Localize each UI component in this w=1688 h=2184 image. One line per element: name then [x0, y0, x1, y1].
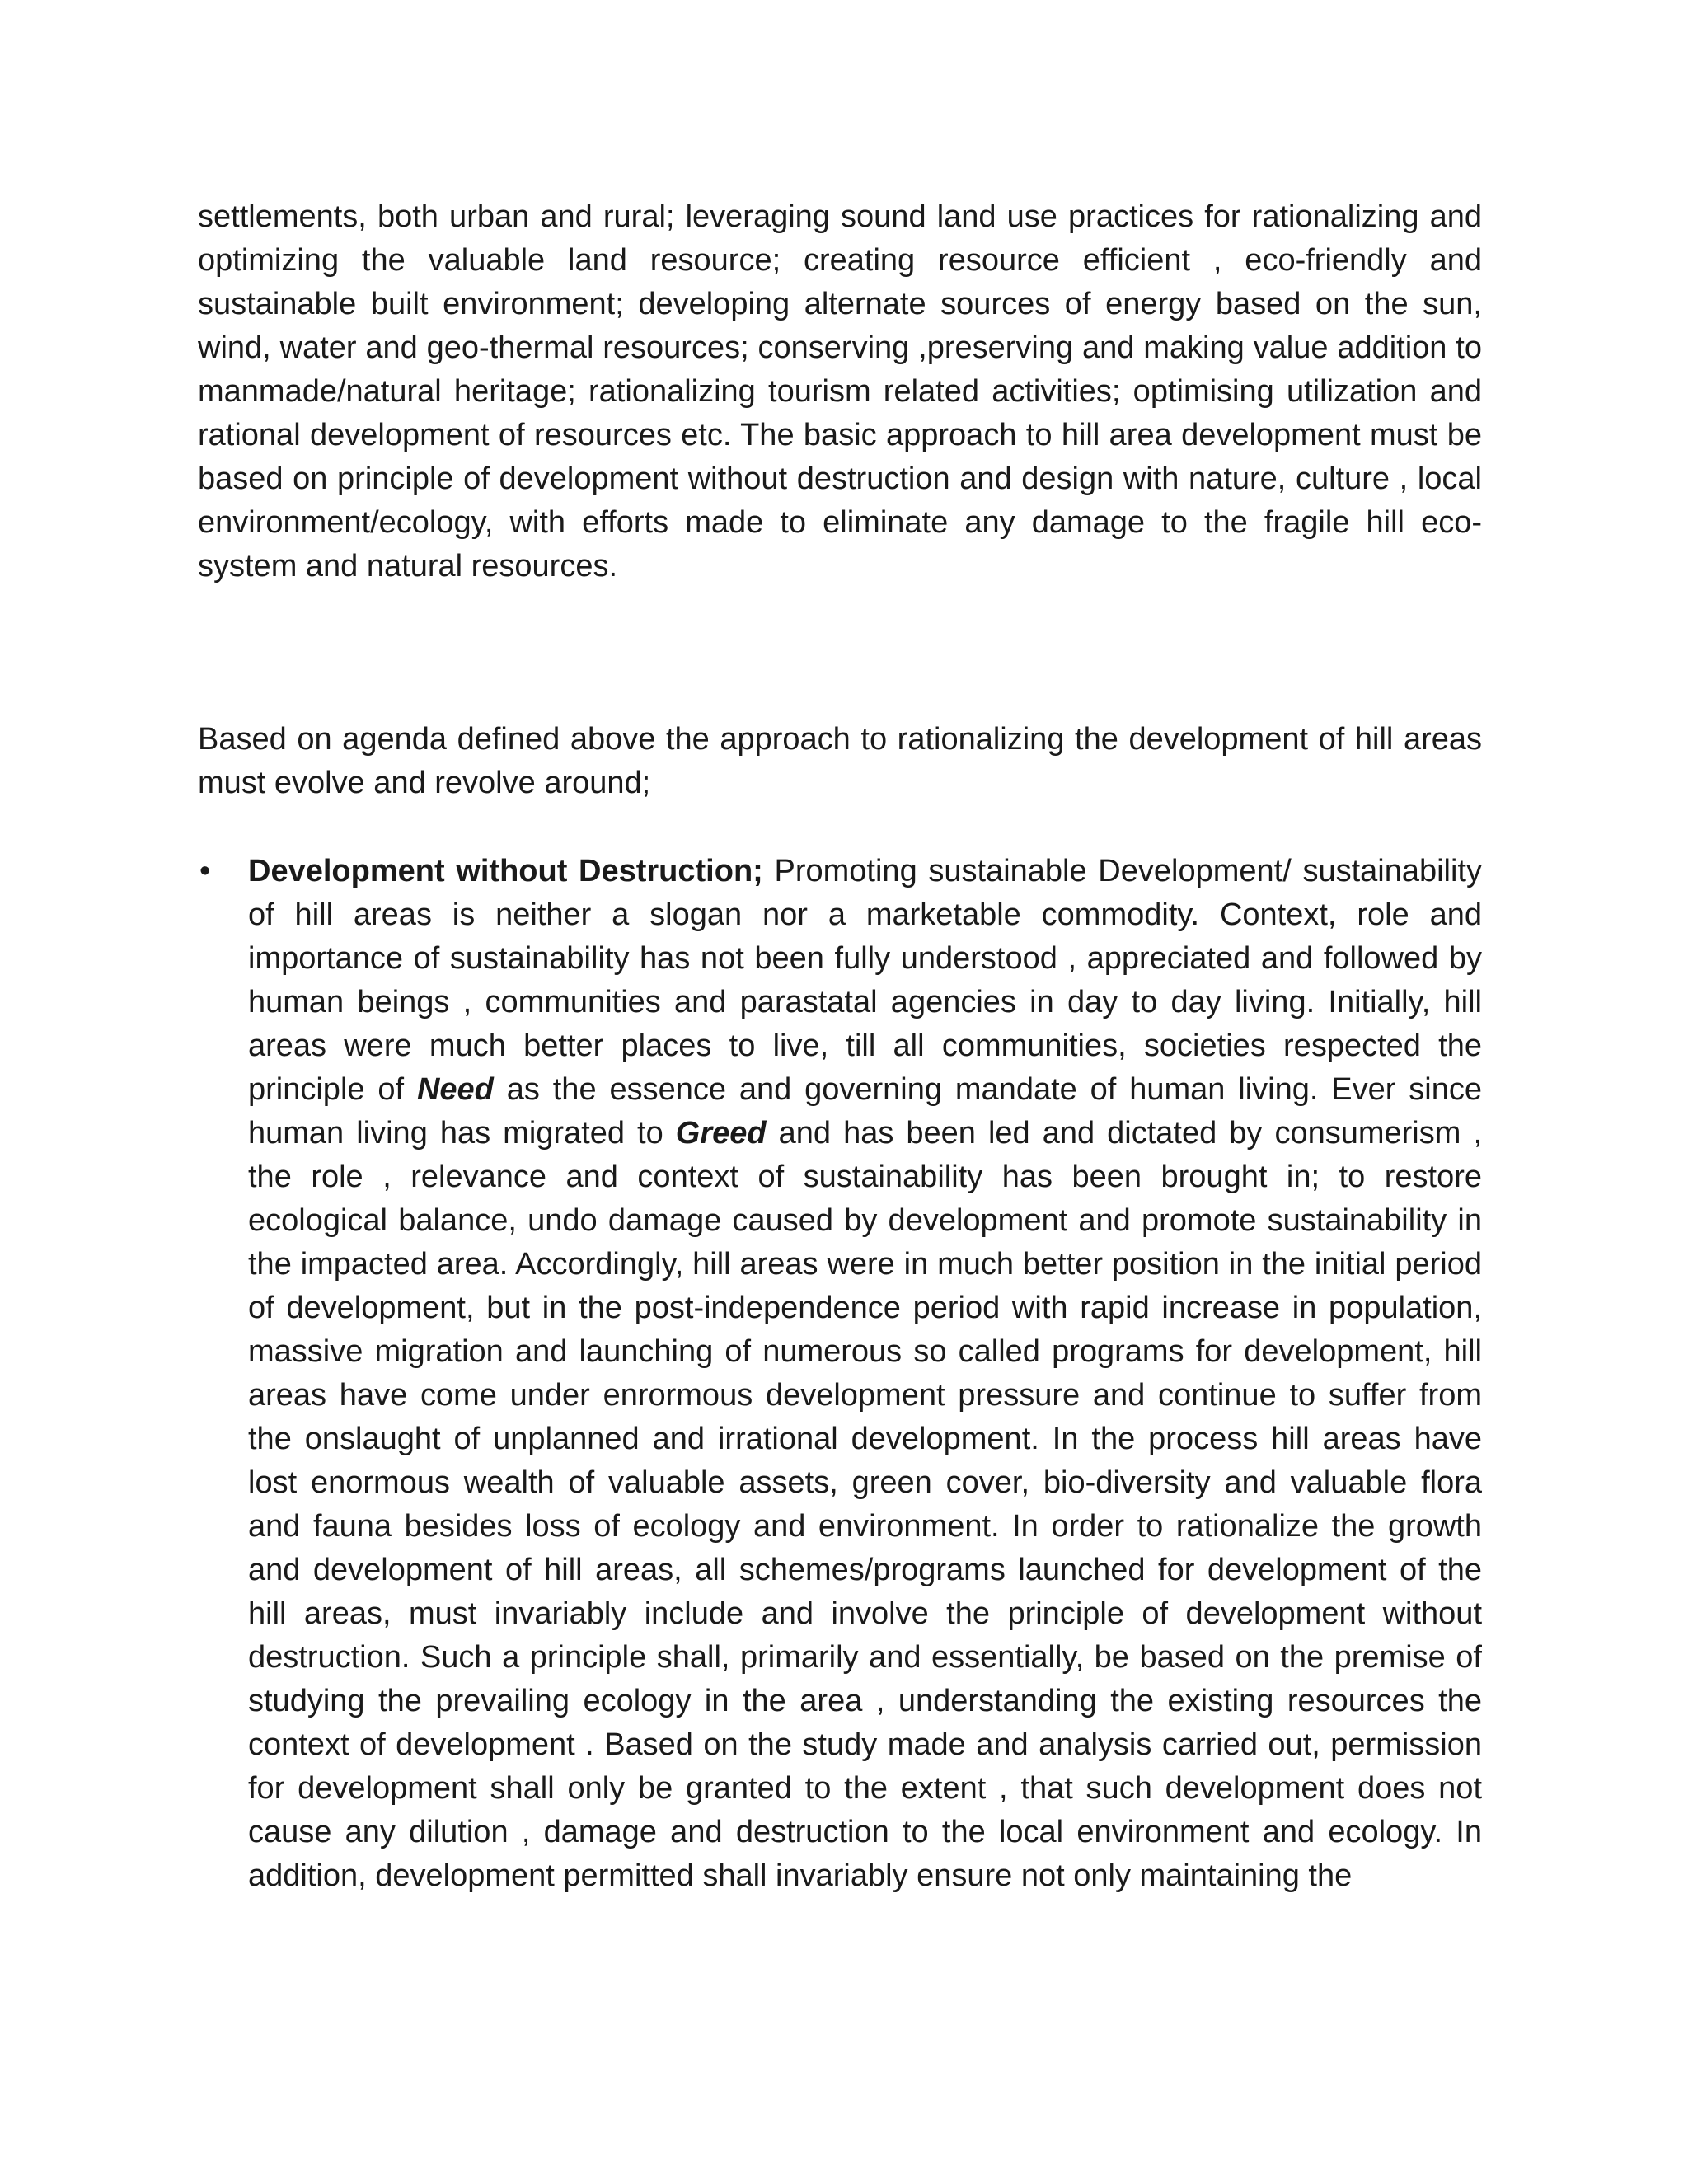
bullet-list: [198, 850, 1482, 1898]
emphasis-need: Need: [416, 1072, 494, 1107]
bullet-marker: •: [199, 854, 211, 888]
bullet-text: and has been led and dictated by consumerism , the role , relevance and context of sustainability has been brought in; to restore ecological balance, undo damage caused by development and promote sustainability in the impacted area. Accordingly, hill areas were in much better position in the initial period of development, but in the post-independence period with rapid increase in population, massive migration and launching of numerous so called programs for development, hill areas have come under enrormous development pressure and continue to suffer from the onslaught of unplanned and irrational development. In the process hill areas have lost enormous wealth of valuable assets, green cover, bio-diversity and valuable flora and fauna besides loss of ecology and environment. In order to rationalize the growth and development of hill areas, all schemes/programs launched for development of the hill areas, must invariably include and involve the principle of development without destruction. Such a principle shall, primarily and essentially, be based on the premise of studying the prevailing ecology in the area , understanding the existing resources the context of development . Based on the study made and analysis carried out, permission for development shall only be granted to the extent , that such development does not cause any dilution , damage and destruction to the local environment and ecology. In addition, development permitted shall invariably ensure not only maintaining the: [248, 1116, 1482, 1893]
bullet-text: Promoting sustainable Development/ sustainability of hill areas is neither a slogan nor a marketable commodity. Context, role and importance of sustainability has not been fully understood , appreciated and followed by human beings , communities and parastatal agencies in day to day living. Initially, hill areas were much better places to live, till all communities, societies respected the principle of: [248, 854, 1482, 1107]
bullet-heading: Development without Destruction;: [248, 854, 763, 888]
body-paragraph: settlements, both urban and rural; leveraging sound land use practices for rationalizing and optimizing the valuable land resource; creating resource efficient , eco-friendly and sustainable built environment; developing alternate sources of energy based on the sun, wind, water and geo-thermal resources; conserving ,preserving and making value addition to manmade/natural heritage; rationalizing tourism related activities; optimising utilization and rational development of resources etc. The basic approach to hill area development must be based on principle of development without destruction and design with nature, culture , local environment/ecology, with efforts made to eliminate any damage to the fragile hill eco-system and natural resources.: [198, 199, 1482, 583]
list-item: [198, 850, 1482, 1898]
emphasis-greed: Greed: [675, 1116, 767, 1151]
bullet-text: as the essence and governing mandate of human living. Ever since human living has migrated to: [248, 1072, 1482, 1151]
intro-paragraph: Based on agenda defined above the approach to rationalizing the development of hill areas must evolve and revolve around;: [198, 722, 1482, 800]
